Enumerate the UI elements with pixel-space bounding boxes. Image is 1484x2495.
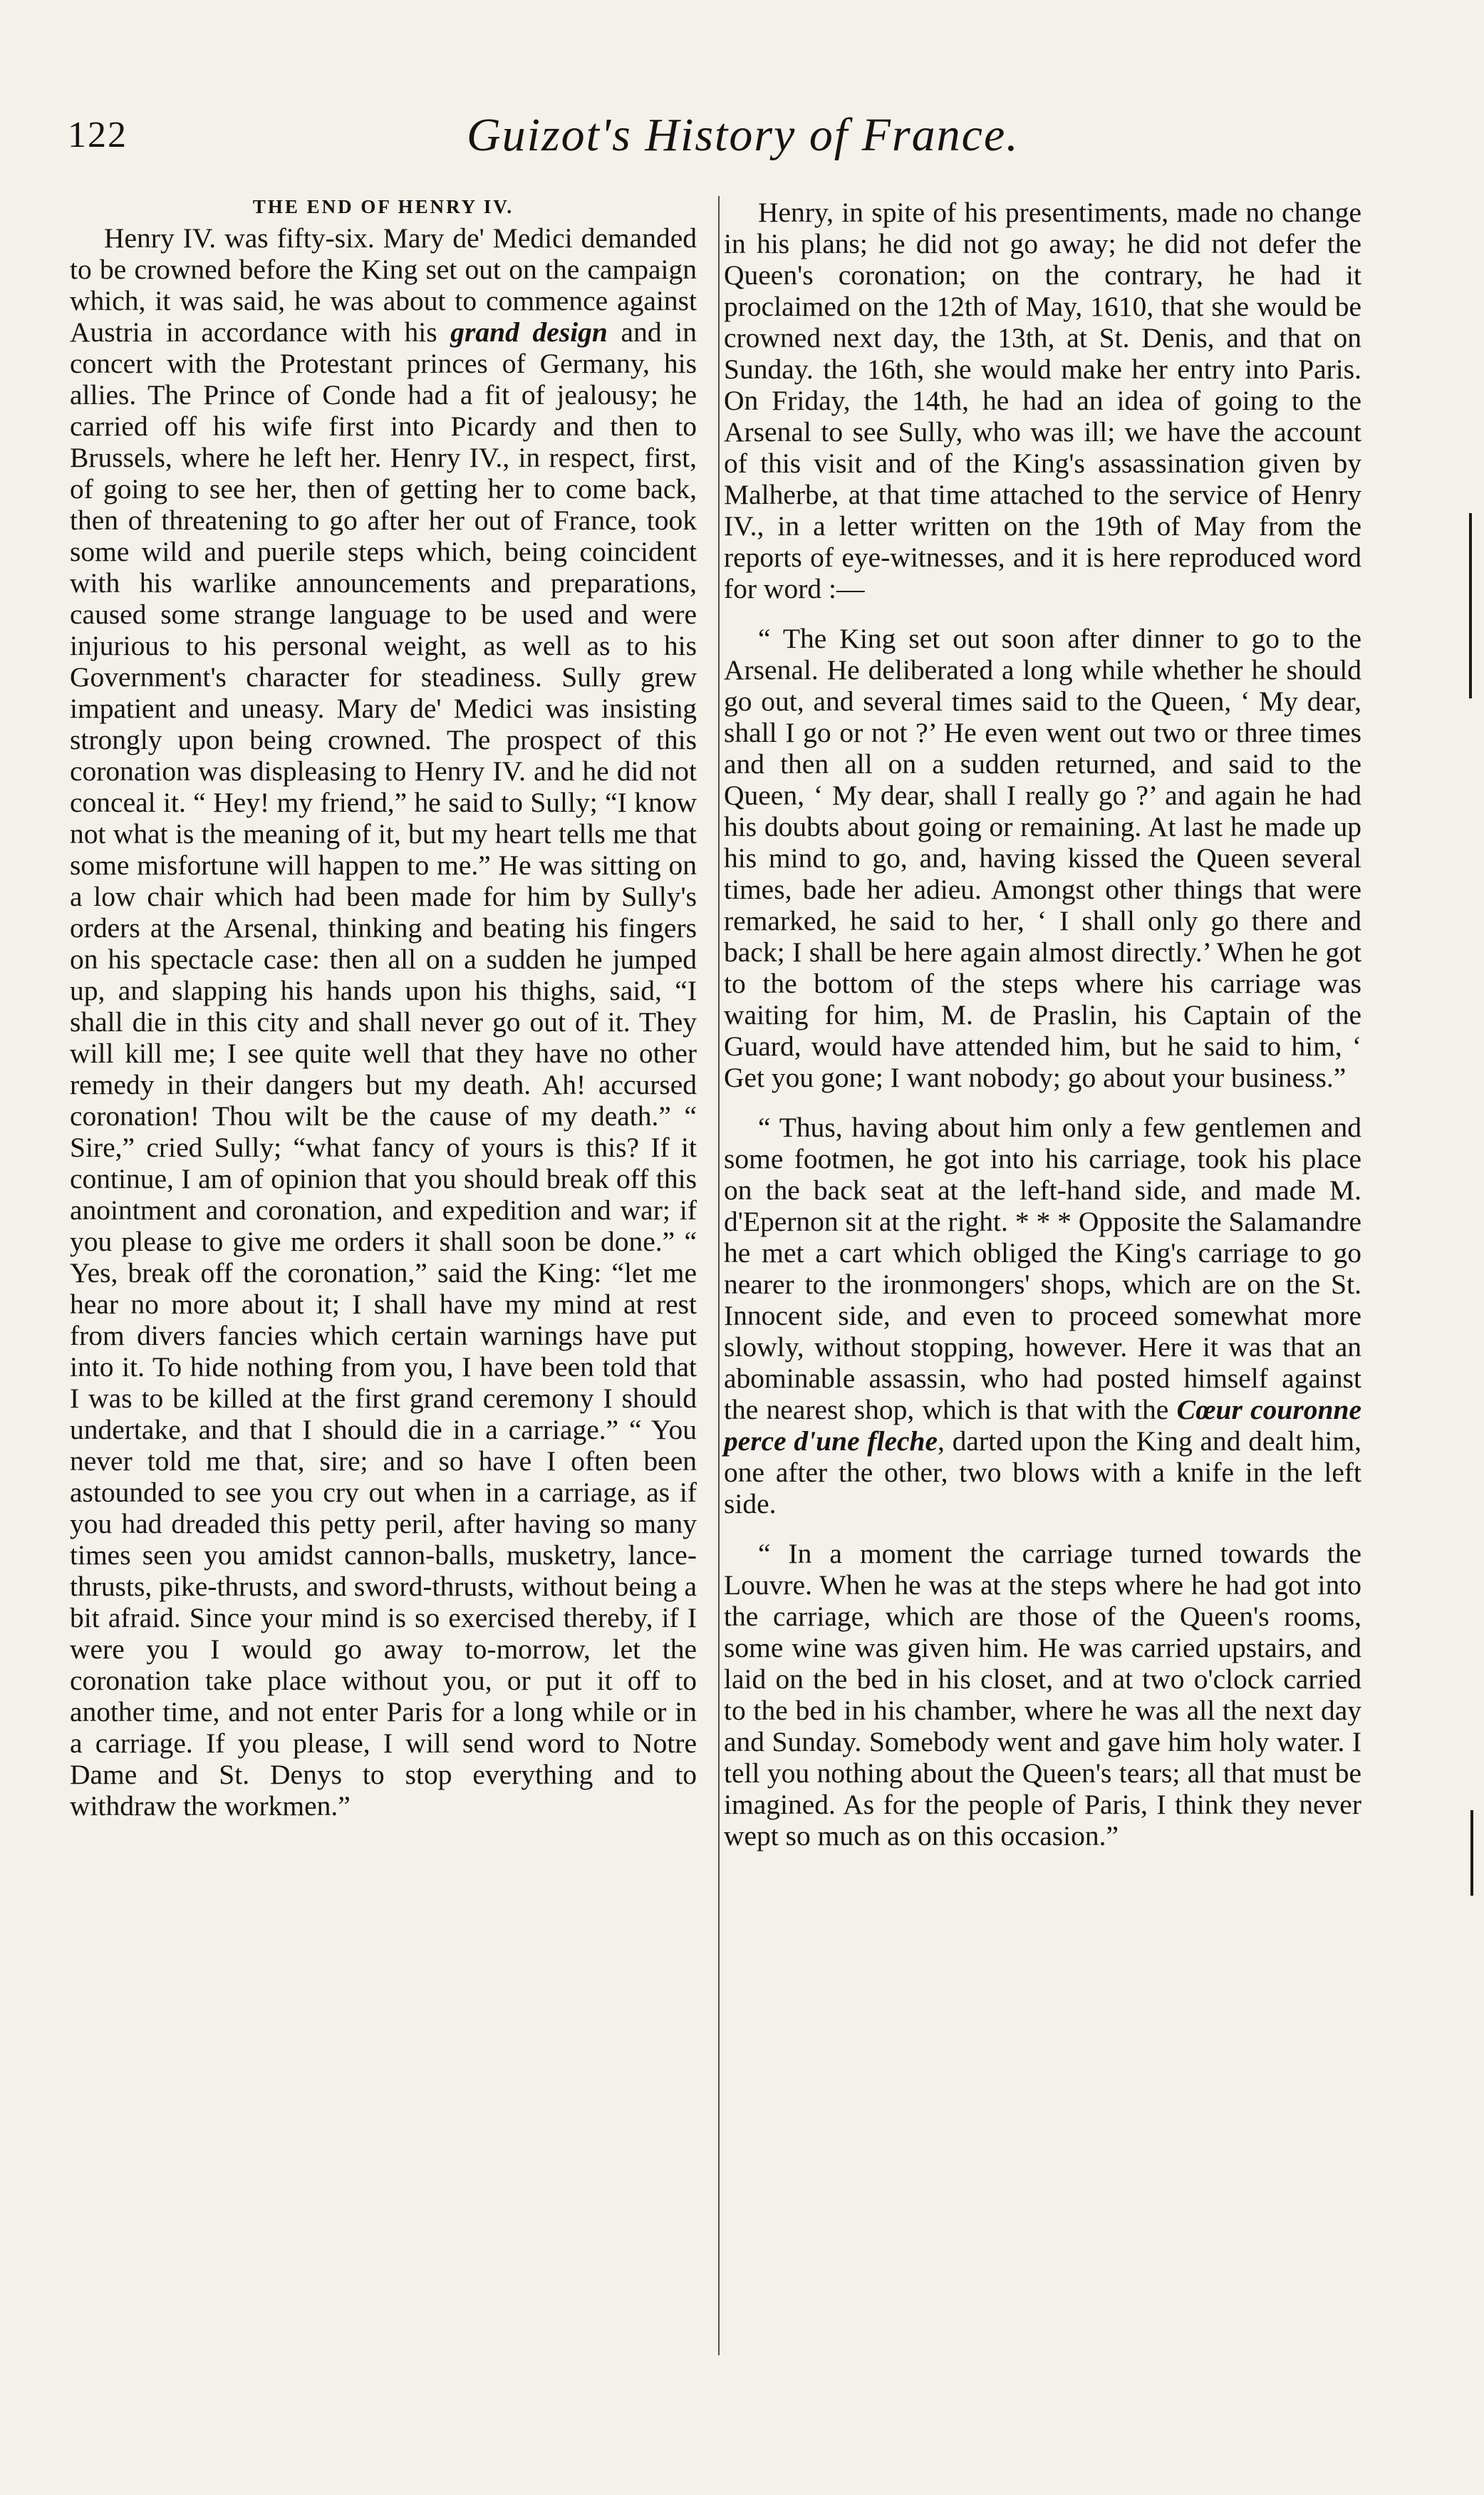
page-number: 122 <box>68 115 128 155</box>
margin-mark-top <box>1469 513 1472 698</box>
right-paragraph-1: Henry, in spite of his presentiments, made no change in his plans; he did not go away; he did not defer the Queen's coronation; on the contrary, he had it proclaimed on the 12th of May, 1610, that she would be crowned next day, the 13th, at St. Denis, and that on Sunday. the 16th, she would make her entry into Paris. On Friday, the 14th, he had an idea of going to the Arsenal to see Sully, who was ill; we have the account of this visit and of the King's assassination given by Malherbe, at that time attached to the service of Henry IV., in a letter written on the 19th of May from the reports of eye-witnesses, and it is here reproduced word for word :— <box>724 197 1361 604</box>
right-paragraph-3-text-b: , darted upon the King and dealt him, one after the other, two blows with a knife in the left side. <box>724 1425 1361 1519</box>
margin-mark-bottom <box>1470 1810 1473 1896</box>
left-paragraph-1-text-a: Henry IV. was fifty-six. Mary de' Medici demanded to be crowned before the King set out on the campaign which, it was said, he was about to commence against Austria in accordance with his <box>70 222 697 348</box>
right-paragraph-3-text-a: “ Thus, having about him only a few gentlemen and some footmen, he got into his carriage, took his place on the back seat at the left-hand side, and made M. d'Epernon sit at the right. * * * Opposite the Salamandre he met a cart which obliged the King's carriage to go nearer to the ironmongers' shops, which are on the St. Innocent side, and even to proceed somewhat more slowly, without stopping, however. Here it was that an abominable assassin, who had posted himself against the nearest shop, which is that with the <box>724 1112 1361 1425</box>
left-paragraph-1 <box>70 222 697 1822</box>
right-paragraph-3-emphasis: Cœur couronne perce d'une fleche <box>724 1394 1361 1457</box>
running-title: Guizot's History of France. <box>467 109 1019 161</box>
left-paragraph-1-emphasis: grand design <box>450 316 608 348</box>
right-column <box>724 197 1361 1851</box>
right-paragraph-2: “ The King set out soon after dinner to go to the Arsenal. He deliberated a long while whether he should go out, and several times said to the Queen, ‘ My dear, shall I go or not ?’ He even went out two or three times and then all on a sudden returned, and said to the Queen, ‘ My dear, shall I really go ?’ and again he had his doubts about going or remaining. At last he made up his mind to go, and, having kissed the Queen several times, bade her adieu. Amongst other things that were remarked, he said to her, ‘ I shall only go there and back; I shall be here again almost directly.’ When he got to the bottom of the steps where his carriage was waiting for him, M. de Praslin, his Captain of the Guard, would have attended him, but he said to him, ‘ Get you gone; I want nobody; go about your business.” <box>724 623 1361 1093</box>
column-divider <box>718 196 720 2355</box>
left-paragraph-1-text-b: and in concert with the Protestant princes of Germany, his allies. The Prince of Conde had a fit of jealousy; he carried off his wife first into Picardy and then to Brussels, where he left her. Henry IV., in respect, first, of going to see her, then of getting her to come back, then of threatening to go after her out of France, took some wild and puerile steps which, being coincident with his warlike announcements and preparations, caused some strange language to be used and were injurious to his personal weight, as well as to his Government's character for steadiness. Sully grew impatient and uneasy. Mary de' Medici was insisting strongly upon being crowned. The prospect of this coronation was displeasing to Henry IV. and he did not conceal it. “ Hey! my friend,” he said to Sully; “I know not what is the meaning of it, but my heart tells me that some misfortune will happen to me.” He was sitting on a low chair which had been made for him by Sully's orders at the Arsenal, thinking and beating his fingers on his spectacle case: then all on a sudden he jumped up, and slapping his hands upon his thighs, said, “I shall die in this city and shall never go out of it. They will kill me; I see quite well that they have no other remedy in their dangers but my death. Ah! accursed coronation! Thou wilt be the cause of my death.” “ Sire,” cried Sully; “what fancy of yours is this? If it continue, I am of opinion that you should break off this anointment and coronation, and expedition and war; if you please to give me orders it shall soon be done.” “ Yes, break off the coronation,” said the King: “let me hear no more about it; I shall have my mind at rest from divers fancies which certain warnings have put into it. To hide nothing from you, I have been told that I was to be killed at the first grand ceremony I should undertake, and that I should die in a carriage.” “ You never told me that, sire; and so have I often been astounded to see you cry out when in a carriage, as if you had dreaded this petty peril, after having so many times seen you amidst cannon-balls, musketry, lance-thrusts, pike-thrusts, and sword-thrusts, without being a bit afraid. Since your mind is so exercised thereby, if I were you I would go away to-morrow, let the coronation take place without you, or put it off to another time, and not enter Paris for a long while or in a carriage. If you please, I will send word to Notre Dame and St. Denys to stop everything and to withdraw the workmen.” <box>70 316 697 1822</box>
left-column <box>70 192 697 1822</box>
right-paragraph-3 <box>724 1112 1361 1519</box>
right-paragraph-4: “ In a moment the carriage turned towards the Louvre. When he was at the steps where he had got into the carriage, which are those of the Queen's rooms, some wine was given him. He was carried upstairs, and laid on the bed in his closet, and at two o'clock carried to the bed in his chamber, where he was all the next day and Sunday. Somebody went and gave him holy water. I tell you nothing about the Queen's tears; all that must be imagined. As for the people of Paris, I think they never wept so much as on this occasion.” <box>724 1538 1361 1851</box>
page-header <box>68 109 1407 171</box>
section-heading: THE END OF HENRY IV. <box>252 196 514 217</box>
